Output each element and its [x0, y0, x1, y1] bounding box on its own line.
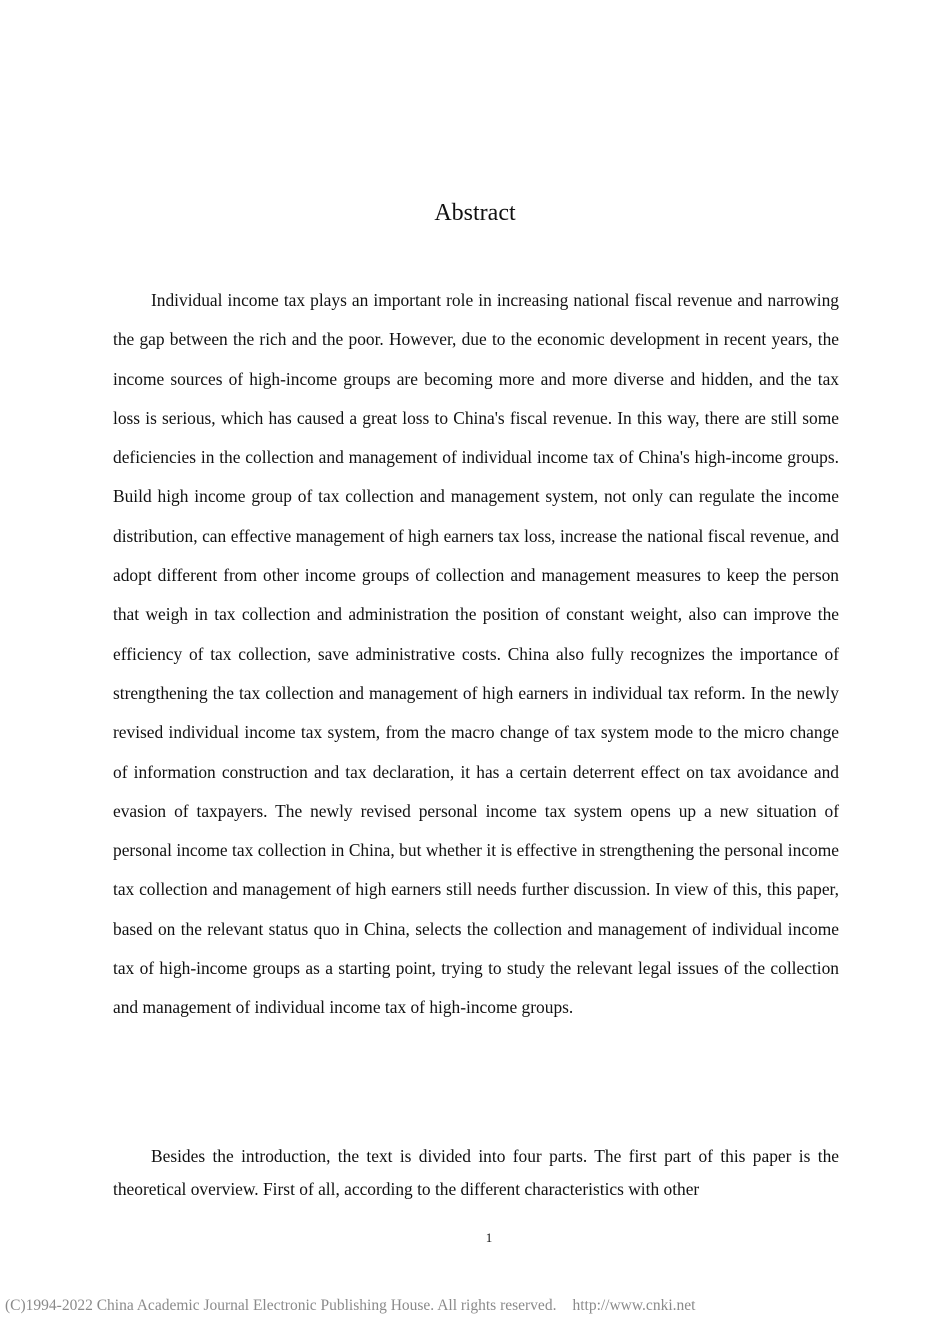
- abstract-paragraph-2: Besides the introduction, the text is divided into four parts. The first part of this paper is the theoretical overview. First of all, according to the different characteristics with other: [113, 1146, 839, 1199]
- abstract-paragraph-1: Individual income tax plays an important role in increasing national fiscal revenue and narrowing the gap between the rich and the poor. However, due to the economic development in recent years, the income sources of high-income groups are becoming more and more diverse and hidden, and the tax loss is serious, which has caused a great loss to China's fiscal revenue. In this way, there are still some deficiencies in the collection and management of individual income tax of China's high-income groups. Build high income group of tax collection and management system, not only can regulate the income distribution, can effective management of high earners tax loss, increase the national fiscal revenue, and adopt different from other income groups of collection and management measures to keep the person that weigh in tax collection and administration the position of constant weight, also can improve the efficiency of tax collection, save administrative costs. China also fully recognizes the importance of strengthening the tax collection and management of high earners in individual tax reform. In the newly revised individual income tax system, from the macro change of tax system mode to the micro change of information construction and tax declaration, it has a certain deterrent effect on tax avoidance and evasion of taxpayers. The newly revised personal income tax system opens up a new situation of personal income tax collection in China, but whether it is effective in strengthening the personal income tax collection and management of high earners still needs further discussion. In view of this, this paper, based on the relevant status quo in China, selects the collection and management of individual income tax of high-income groups as a starting point, trying to study the relevant legal issues of the collection and management of individual income tax of high-income groups.: [113, 290, 839, 1018]
- footer-copyright: (C)1994-2022 China Academic Journal Electronic Publishing House. All rights reserved.: [5, 1297, 557, 1314]
- footer: [5, 1296, 695, 1316]
- footer-url[interactable]: http://www.cnki.net: [572, 1297, 696, 1314]
- page-title: Abstract: [434, 200, 516, 226]
- page-number: 1: [485, 1230, 493, 1245]
